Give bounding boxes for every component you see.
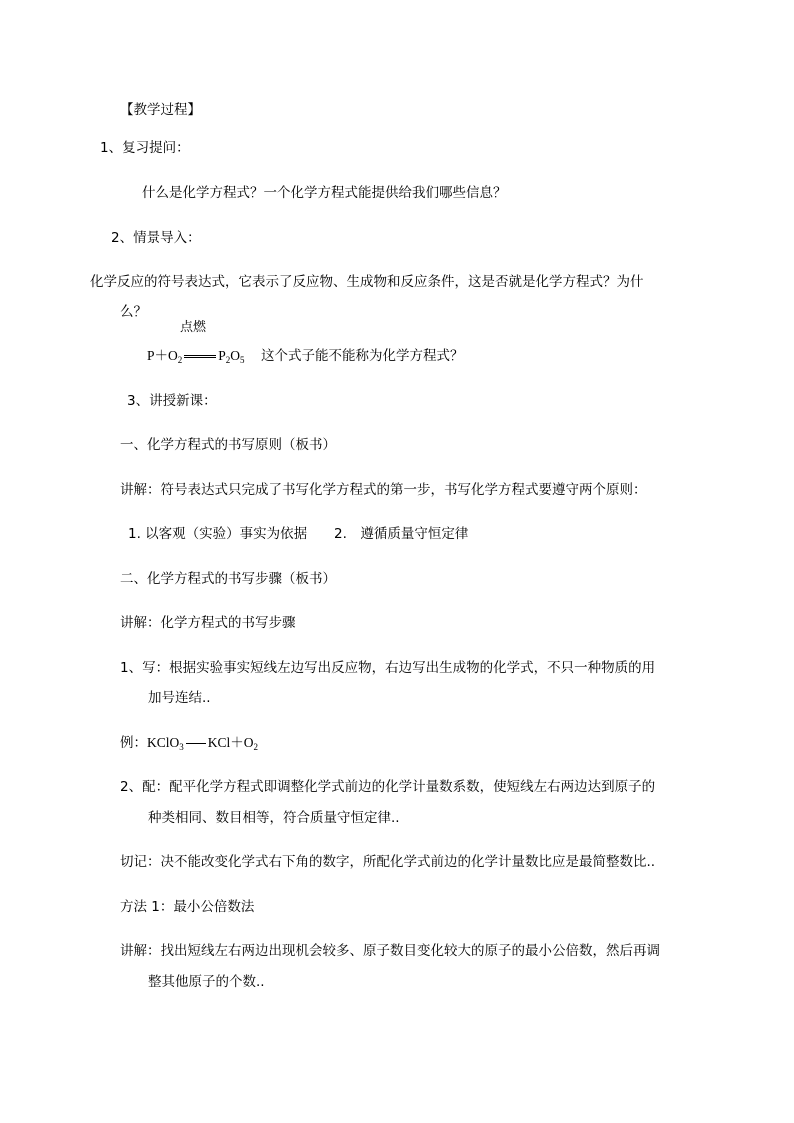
step-write-line2: 加号连结.. bbox=[148, 690, 211, 706]
new-lesson-title: 3、讲授新课： bbox=[127, 393, 217, 409]
section-heading: 【教学过程】 bbox=[120, 102, 201, 118]
intro-paragraph-line2: 么？ bbox=[120, 304, 147, 320]
example-equation bbox=[120, 734, 258, 756]
example-sub: 3 bbox=[179, 742, 184, 752]
reaction-condition: 点燃 bbox=[180, 320, 207, 335]
steps-title: 二、化学方程式的书写步骤（板书） bbox=[120, 571, 336, 587]
principle-1: 1. 以客观（实验）事实为依据 bbox=[128, 526, 308, 542]
equation-product: O bbox=[230, 348, 241, 363]
equation-question: 这个式子能不能称为化学方程式？ bbox=[261, 348, 464, 364]
equation-sub: 2 bbox=[225, 355, 231, 365]
step-balance-line2: 种类相同、数目相等，符合质量守恒定律.. bbox=[148, 810, 400, 826]
step-write-line1: 1、写：根据实验事实短线左边写出反应物，右边写出生成物的化学式，不只一种物质的用 bbox=[120, 660, 656, 676]
equation-reactants: P＋O bbox=[147, 348, 178, 363]
method-title: 方法 1：最小公倍数法 bbox=[120, 899, 255, 915]
equation-sub: 2 bbox=[177, 355, 183, 365]
equation-product: P bbox=[218, 348, 226, 363]
steps-explanation: 讲解：化学方程式的书写步骤 bbox=[120, 615, 296, 631]
principles-explanation: 讲解：符号表达式只完成了书写化学方程式的第一步，书写化学方程式要遵守两个原则： bbox=[120, 482, 647, 498]
method-explanation-line1: 讲解：找出短线左右两边出现机会较多、原子数目变化较大的原子的最小公倍数，然后再调 bbox=[120, 943, 660, 959]
equation-arrow bbox=[184, 355, 216, 358]
example-sub: 2 bbox=[253, 742, 259, 752]
chemical-equation bbox=[147, 347, 245, 369]
review-question: 什么是化学方程式？一个化学方程式能提供给我们哪些信息？ bbox=[142, 185, 507, 201]
example-reactant: KClO bbox=[147, 735, 180, 750]
equation-sub: 5 bbox=[240, 355, 245, 365]
intro-paragraph-line1: 化学反应的符号表达式，它表示了反应物、生成物和反应条件，这是否就是化学方程式？为什 bbox=[90, 274, 644, 290]
example-dash bbox=[186, 743, 206, 744]
example-label: 例： bbox=[120, 735, 147, 751]
step-balance-line1: 2、配：配平化学方程式即调整化学式前边的化学计量数系数，使短线左右两边达到原子的 bbox=[120, 779, 656, 795]
principles-title: 一、化学方程式的书写原则（板书） bbox=[120, 437, 336, 453]
caution-note: 切记：决不能改变化学式右下角的数字，所配化学式前边的化学计量数比应是最简整数比.. bbox=[120, 854, 656, 870]
example-products: KCl＋O bbox=[207, 735, 254, 750]
principle-2: 2. 遵循质量守恒定律 bbox=[334, 526, 469, 542]
intro-title: 2、情景导入： bbox=[111, 230, 201, 246]
method-explanation-line2: 整其他原子的个数.. bbox=[148, 974, 265, 990]
review-title: 1、复习提问： bbox=[100, 140, 190, 156]
